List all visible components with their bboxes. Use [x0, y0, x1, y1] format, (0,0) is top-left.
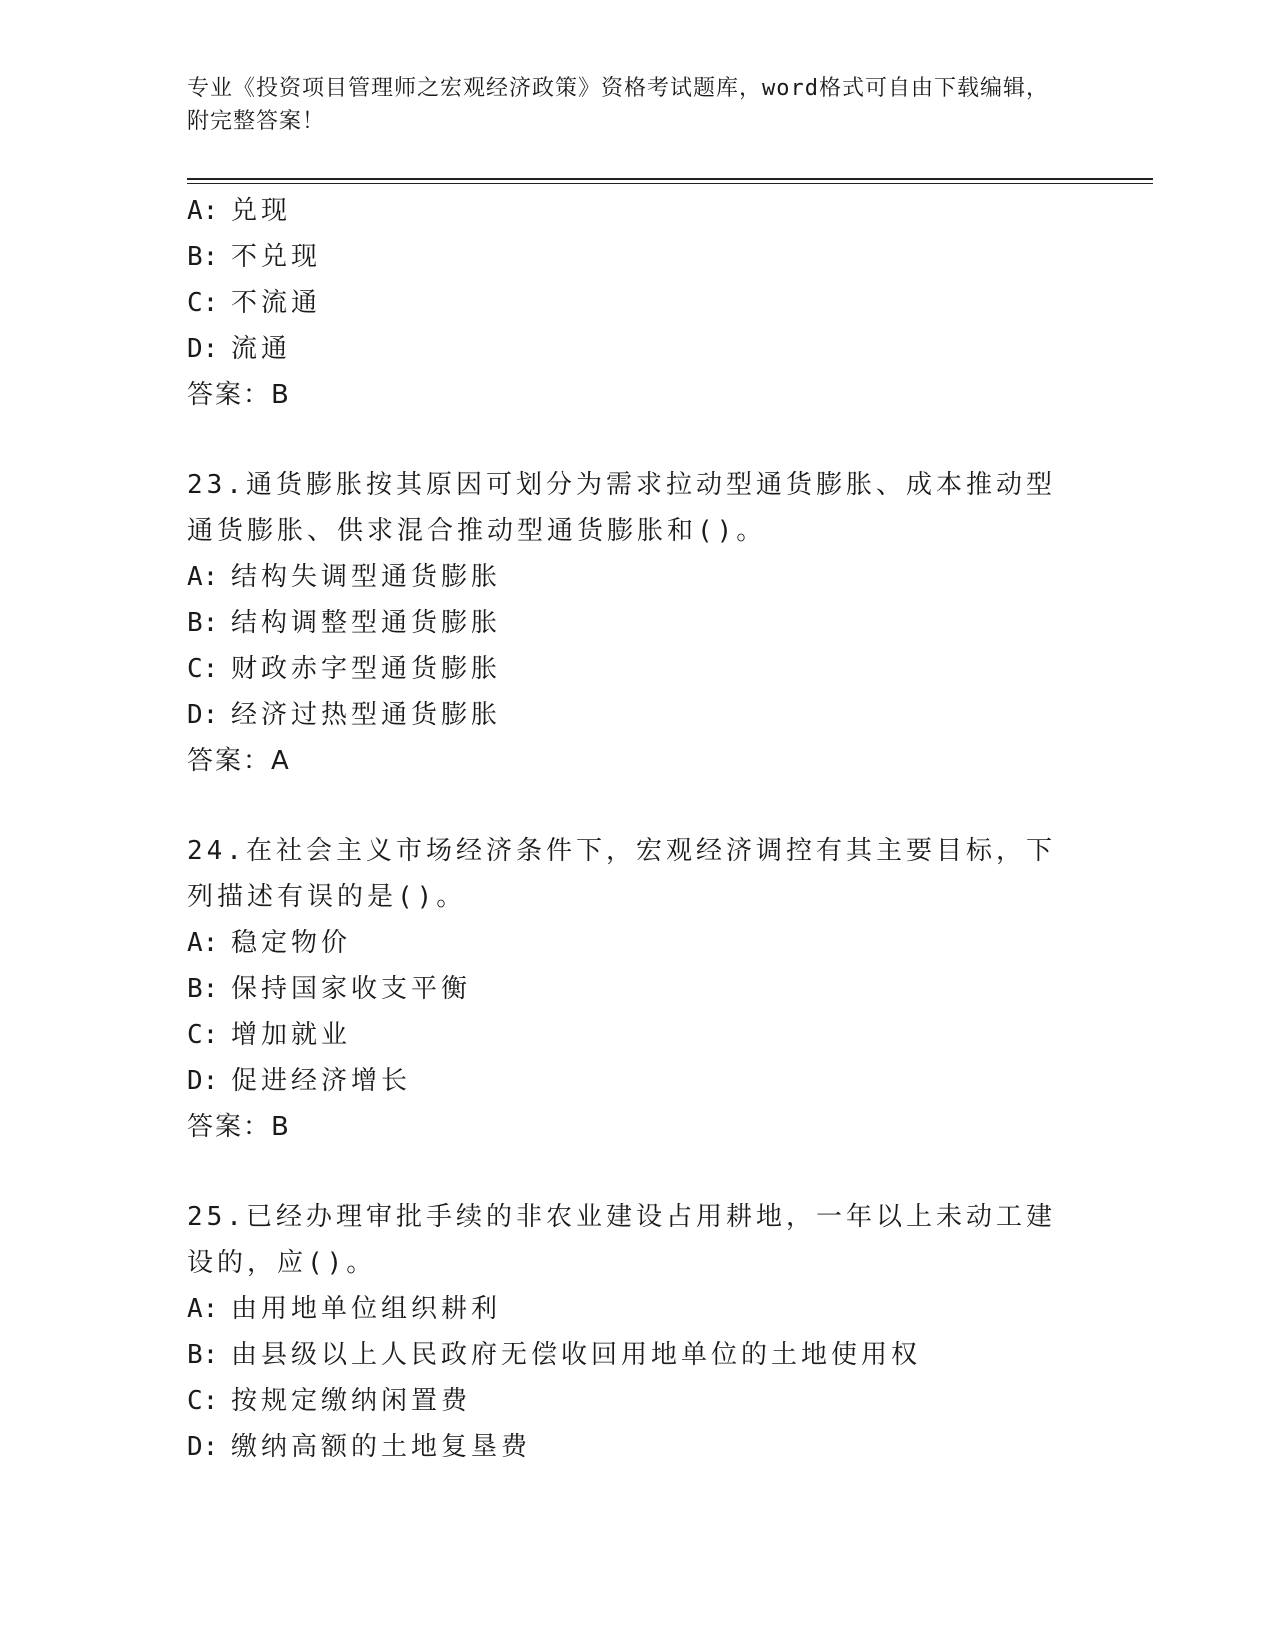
option-label: B:: [187, 974, 219, 1004]
option-label: B:: [187, 242, 219, 272]
option-row: [187, 920, 1077, 966]
option-label: C:: [187, 288, 219, 318]
option-row: [187, 966, 1077, 1012]
option-row: [187, 326, 1077, 372]
option-text: 保持国家收支平衡: [231, 974, 472, 1004]
option-label: C:: [187, 1020, 219, 1050]
prev-question-block: [187, 188, 1077, 418]
option-label: A:: [187, 562, 219, 592]
option-label: B:: [187, 608, 219, 638]
question-stem: 24.在社会主义市场经济条件下，宏观经济调控有其主要目标，下列描述有误的是()。: [187, 836, 1056, 912]
option-label: C:: [187, 1386, 219, 1416]
option-label: B:: [187, 1340, 219, 1370]
option-label: D:: [187, 1066, 219, 1096]
option-text: 流通: [231, 334, 292, 364]
answer-line: 答案：B: [187, 380, 291, 410]
option-text: 不流通: [231, 288, 322, 318]
option-label: C:: [187, 654, 219, 684]
option-row: [187, 1378, 1077, 1424]
header-divider-thick: [187, 178, 1153, 180]
option-row: [187, 1424, 1077, 1470]
question-stem: 25.已经办理审批手续的非农业建设占用耕地，一年以上未动工建设的，应()。: [187, 1202, 1056, 1278]
header-divider-thin: [187, 183, 1153, 184]
option-text: 结构调整型通货膨胀: [231, 608, 502, 638]
option-text: 增加就业: [231, 1020, 352, 1050]
option-row: [187, 692, 1077, 738]
question-list: [187, 188, 1077, 1470]
option-text: 稳定物价: [231, 928, 352, 958]
option-text: 缴纳高额的土地复垦费: [231, 1432, 532, 1462]
question-block-23: [187, 462, 1077, 784]
answer-line: 答案：B: [187, 1112, 291, 1142]
option-text: 按规定缴纳闲置费: [231, 1386, 472, 1416]
option-text: 由县级以上人民政府无偿收回用地单位的土地使用权: [231, 1340, 922, 1370]
question-block-25: [187, 1194, 1077, 1470]
option-label: A:: [187, 928, 219, 958]
document-header: 专业《投资项目管理师之宏观经济政策》资格考试题库，word格式可自由下载编辑，附完整答案！: [187, 76, 1049, 134]
option-label: D:: [187, 700, 219, 730]
option-row: [187, 1286, 1077, 1332]
option-row: [187, 600, 1077, 646]
option-row: [187, 1012, 1077, 1058]
option-text: 财政赤字型通货膨胀: [231, 654, 502, 684]
option-text: 结构失调型通货膨胀: [231, 562, 502, 592]
option-row: [187, 1058, 1077, 1104]
option-row: [187, 280, 1077, 326]
option-row: [187, 646, 1077, 692]
question-stem: 23.通货膨胀按其原因可划分为需求拉动型通货膨胀、成本推动型通货膨胀、供求混合推动型通货膨胀和()。: [187, 470, 1056, 546]
option-text: 不兑现: [231, 242, 322, 272]
option-label: D:: [187, 1432, 219, 1462]
option-row: [187, 554, 1077, 600]
option-text: 促进经济增长: [231, 1066, 412, 1096]
option-label: A:: [187, 196, 219, 226]
option-label: D:: [187, 334, 219, 364]
option-row: [187, 234, 1077, 280]
option-label: A:: [187, 1294, 219, 1324]
question-block-24: [187, 828, 1077, 1150]
option-text: 兑现: [231, 196, 292, 226]
option-row: [187, 188, 1077, 234]
option-row: [187, 1332, 1077, 1378]
answer-line: 答案：A: [187, 746, 291, 776]
option-text: 由用地单位组织耕利: [231, 1294, 502, 1324]
option-text: 经济过热型通货膨胀: [231, 700, 502, 730]
